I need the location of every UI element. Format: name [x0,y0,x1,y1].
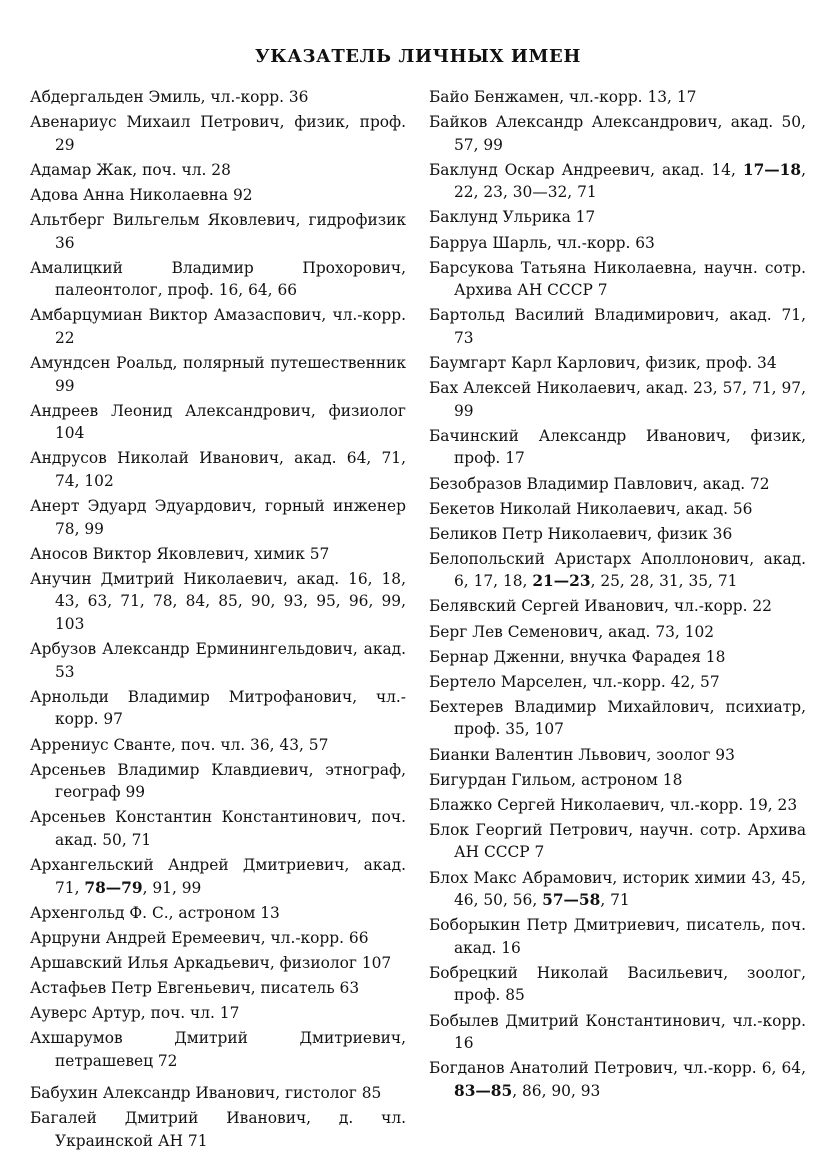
entry-text-after: , 86, 90, 93 [512,1081,601,1100]
entry-text: Аршавский Илья Аркадьевич, физиолог 107 [30,953,392,972]
entry-text: Берг Лев Семенович, акад. 73, 102 [429,622,715,641]
index-entry [30,257,406,302]
index-entry [429,867,806,912]
index-entry [30,927,406,950]
entry-text: Баклунд Ульрика 17 [429,208,596,227]
index-entry [429,377,806,422]
index-entry [429,794,806,817]
index-entry [30,543,406,566]
index-entry [429,523,806,546]
entry-text: Бобылев Дмитрий Константинович, чл.-корр. 16 [429,1011,806,1053]
entry-text: Амундсен Роальд, полярный путешественник 99 [30,354,406,395]
index-entry [429,159,806,204]
index-entry [30,352,406,397]
index-entry [429,1010,806,1055]
entry-bold-pages: 78—79 [84,878,143,897]
entry-text-after: , 25, 28, 31, 35, 71 [590,572,738,591]
entry-text: Бартольд Василий Владимирович, акад. 71, 73 [429,306,806,347]
index-entry [429,86,806,109]
entry-text: Барсукова Татьяна Николаевна, научн. сотр. Архива АН СССР 7 [429,258,806,300]
index-entry [429,111,806,156]
entry-text-after: , 22, 23, 30—32, 71 [454,160,806,202]
index-entry [30,1107,406,1152]
entry-text: Абдергальден Эмиль, чл.-корр. 36 [30,88,309,106]
left-column [30,86,406,1155]
page-title: УКАЗАТЕЛЬ ЛИЧНЫХ ИМЕН [255,46,581,67]
index-entry [30,159,406,182]
entry-text: Бианки Валентин Львович, зоолог 93 [429,745,735,764]
entry-text: Бачинский Александр Иванович, физик, проф. 17 [429,426,806,468]
entry-text: Астафьев Петр Евгеньевич, писатель 63 [30,978,360,997]
index-entry [429,352,806,375]
entry-text: Блажко Сергей Николаевич, чл.-корр. 19, 23 [429,795,798,814]
entry-text: Бабухин Александр Иванович, гистолог 85 [30,1084,382,1103]
entry-text: Аррениус Сванте, поч. чл. 36, 43, 57 [30,735,329,754]
entry-text: Бертело Марселен, чл.-корр. 42, 57 [429,672,720,691]
entry-text: Белопольский Аристарх Аполлонович, акад. 6, 17, 18, [429,549,806,591]
index-entry [30,209,406,254]
index-entry [429,498,806,521]
entry-text: Архенгольд Ф. С., астроном 13 [30,903,280,922]
entry-text: Анерт Эдуард Эдуардович, горный инженер 78, 99 [30,497,406,538]
index-entry [429,671,806,694]
entry-text: Бехтерев Владимир Михайлович, психиатр, проф. 35, 107 [429,697,806,739]
entry-text: Бекетов Николай Николаевич, акад. 56 [429,499,753,518]
entry-text-after: , 71 [600,891,630,910]
index-entry [30,400,406,445]
entry-text: Арбузов Александр Ерминингельдович, акад. 53 [30,640,406,681]
entry-bold-pages: 17—18 [742,160,802,179]
entry-text: Андреев Леонид Александрович, физиолог 104 [30,401,406,443]
index-entry [30,111,406,156]
entry-text: Адамар Жак, поч. чл. 28 [30,160,231,179]
right-column [429,86,806,1105]
index-entry [429,232,806,255]
entry-text: Белявский Сергей Иванович, чл.-корр. 22 [429,597,772,616]
entry-text: Богданов Анатолий Петрович, чл.-корр. 6, 64, [429,1059,806,1078]
entry-text: Адова Анна Николаевна 92 [30,185,253,204]
entry-text: Арсеньев Владимир Клавдиевич, этнограф, географ 99 [30,760,406,802]
entry-text: Арсеньев Константин Константинович, поч. акад. 50, 71 [30,808,406,849]
entry-bold-pages: 57—58 [542,891,601,910]
entry-text: Авенариус Михаил Петрович, физик, проф. 29 [30,113,406,154]
entry-text: Амалицкий Владимир Прохорович, палеонтолог, проф. 16, 64, 66 [30,258,406,300]
entry-text: Арцруни Андрей Еремеевич, чл.-корр. 66 [30,928,369,947]
entry-text: Ауверс Артур, поч. чл. 17 [30,1004,240,1023]
entry-text: Байо Бенжамен, чл.-корр. 13, 17 [429,88,697,106]
index-entry [429,304,806,349]
entry-text: Беликов Петр Николаевич, физик 36 [429,524,733,543]
index-entry [30,638,406,683]
entry-text: Баумгарт Карл Карлович, физик, проф. 34 [429,354,777,373]
index-entry [30,495,406,540]
entry-text: Бах Алексей Николаевич, акад. 23, 57, 71, 97, 99 [429,379,806,420]
index-entry [30,184,406,207]
entry-text: Бобрецкий Николай Васильевич, зоолог, проф. 85 [429,963,806,1005]
index-entry [30,686,406,731]
index-entry [30,304,406,349]
index-entry [429,819,806,864]
entry-bold-pages: 83—85 [454,1081,513,1100]
index-entry [429,1057,806,1102]
index-entry [30,568,406,636]
index-entry [30,734,406,757]
entry-text: Баклунд Оскар Андреевич, акад. 14, [429,160,743,179]
entry-text: Анучин Дмитрий Николаевич, акад. 16, 18, 43, 63, 71, 78, 84, 85, 90, 93, 95, 96, 99, 103 [30,569,406,634]
entry-text: Аносов Виктор Яковлевич, химик 57 [30,544,330,563]
entry-text: Барруа Шарль, чл.-корр. 63 [429,233,655,252]
index-entry [30,86,406,109]
index-entry [30,447,406,492]
entry-text: Архангельский Андрей Дмитриевич, акад. 71, [30,856,406,897]
index-entry [429,206,806,229]
index-entry [30,1027,406,1072]
index-entry [30,902,406,925]
index-entry [30,952,406,975]
index-entry [30,854,406,899]
entry-text: Альтберг Вильгельм Яковлевич, гидрофизик 36 [30,210,406,252]
entry-text: Бернар Дженни, внучка Фарадея 18 [429,647,726,666]
index-entry [30,977,406,1000]
index-entry [429,548,806,593]
entry-text: Амбарцумиан Виктор Амазаспович, чл.-корр. 22 [30,306,406,347]
index-entry [30,1002,406,1025]
index-entry [30,1082,406,1105]
index-entry [429,646,806,669]
entry-text: Бигурдан Гильом, астроном 18 [429,770,683,789]
index-entry [429,257,806,302]
index-entry [429,595,806,618]
entry-text: Блок Георгий Петрович, научн. сотр. Архива АН СССР 7 [429,820,806,862]
index-entry [429,425,806,470]
index-entry [429,914,806,959]
index-entry [429,962,806,1007]
entry-text: Ахшарумов Дмитрий Дмитриевич, петрашевец 72 [30,1029,406,1070]
entry-bold-pages: 21—23 [532,572,591,591]
entry-text: Багалей Дмитрий Иванович, д. чл. Украинской АН 71 [30,1109,406,1151]
index-entry [30,806,406,851]
entry-text: Блох Макс Абрамович, историк химии 43, 45, 46, 50, 56, [429,868,806,910]
entry-text: Байков Александр Александрович, акад. 50, 57, 99 [429,113,806,154]
index-entry [429,769,806,792]
index-entry [429,696,806,741]
index-entry [30,759,406,804]
entry-text: Андрусов Николай Иванович, акад. 64, 71, 74, 102 [30,449,406,490]
index-entry [429,473,806,496]
index-entry [429,621,806,644]
index-entry [429,744,806,767]
entry-text: Безобразов Владимир Павлович, акад. 72 [429,474,770,493]
entry-text-after: , 91, 99 [142,878,202,897]
entry-text: Арнольди Владимир Митрофанович, чл.-корр. 97 [30,687,406,729]
entry-text: Боборыкин Петр Дмитриевич, писатель, поч. акад. 16 [429,916,806,957]
